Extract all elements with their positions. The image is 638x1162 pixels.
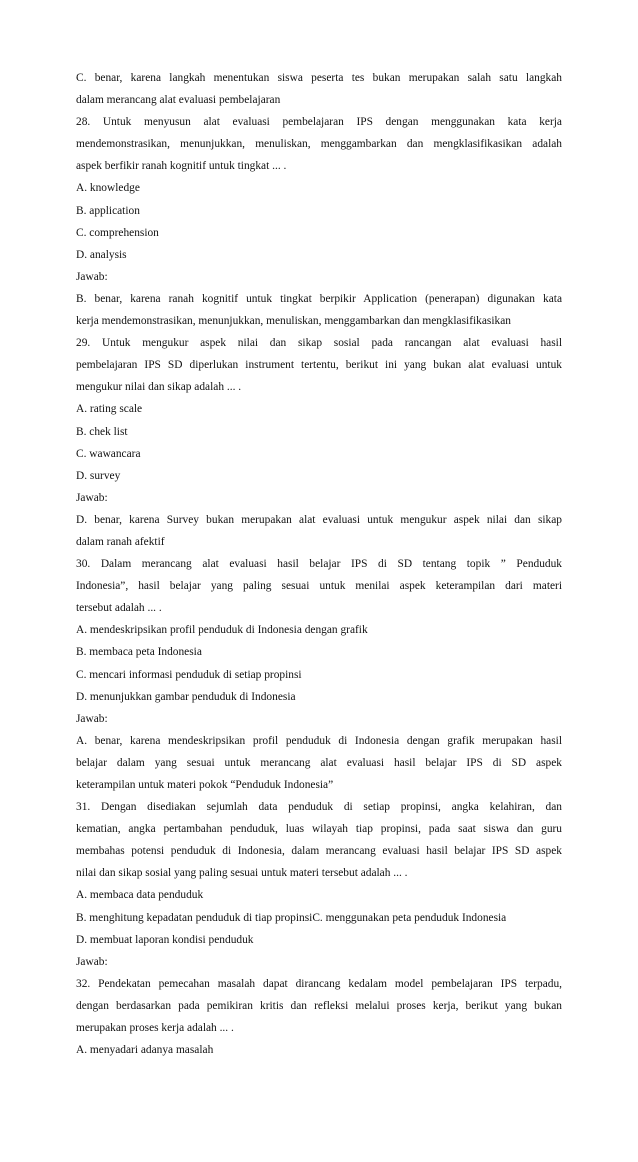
text-line: kematian, angka pertambahan penduduk, luas wilayah tiap propinsi, pada saat siswa dan guru [76,823,562,836]
text-line: A. menyadari adanya masalah [76,1044,214,1057]
text-line: B. membaca peta Indonesia [76,646,202,659]
text-line: A. benar, karena mendeskripsikan profil penduduk di Indonesia dengan grafik merupakan hasil [76,734,562,747]
text-line: mendemonstrasikan, menunjukkan, menuliskan, menggambarkan dan mengklasifikasikan adalah [76,138,562,151]
text-line: pembelajaran IPS SD diperlukan instrument tertentu, berikut ini yang bukan alat evaluasi untuk [76,359,562,372]
text-line: Jawab: [76,270,108,283]
text-line: Indonesia”, hasil belajar yang paling sesuai untuk menilai aspek keterampilan dari materi [76,580,562,593]
text-line: B. menghitung kepadatan penduduk di tiap propinsiC. menggunakan peta penduduk Indonesia [76,911,507,924]
text-line: B. chek list [76,425,128,438]
text-line: keterampilan untuk materi pokok “Penduduk Indonesia” [76,779,334,791]
text-line: C. benar, karena langkah menentukan siswa peserta tes bukan merupakan salah satu langkah [76,72,562,84]
text-line: D. benar, karena Survey bukan merupakan alat evaluasi untuk mengukur aspek nilai dan sikap [76,513,562,526]
text-line: D. membuat laporan kondisi penduduk [76,933,254,946]
text-line: Jawab: [76,955,108,968]
text-line: C. wawancara [76,447,141,460]
text-line: kerja mendemonstrasikan, menunjukkan, menuliskan, menggambarkan dan mengklasifikasikan [76,315,511,328]
text-line: C. comprehension [76,226,159,239]
text-line: B. benar, karena ranah kognitif untuk tingkat berpikir Application (penerapan) digunakan kata [76,292,562,305]
text-line: membahas potensi penduduk di Indonesia, dalam merancang evaluasi hasil belajar IPS SD aspek [76,845,562,858]
text-line: B. application [76,204,140,217]
text-line: D. analysis [76,248,127,261]
text-line: A. mendeskripsikan profil penduduk di Indonesia dengan grafik [76,624,368,637]
text-line: merupakan proses kerja adalah ... . [76,1022,234,1035]
text-line: 32. Pendekatan pemecahan masalah dapat dirancang kedalam model pembelajaran IPS terpadu, [76,977,562,990]
text-line: 29. Untuk mengukur aspek nilai dan sikap sosial pada rancangan alat evaluasi hasil [76,337,562,350]
text-line: dalam ranah afektif [76,535,165,548]
text-line: mengukur nilai dan sikap adalah ... . [76,381,242,394]
text-line: dalam merancang alat evaluasi pembelajaran [76,94,281,107]
text-line: belajar dalam yang sesuai untuk merancang alat evaluasi hasil belajar IPS di SD aspek [76,756,562,769]
text-line: D. survey [76,469,121,482]
text-line: Jawab: [76,712,108,725]
text-line: D. menunjukkan gambar penduduk di Indonesia [76,690,296,703]
text-line: A. knowledge [76,182,140,195]
document-page [76,67,562,1061]
text-line: A. rating scale [76,403,143,416]
text-line: 30. Dalam merancang alat evaluasi hasil belajar IPS di SD tentang topik ” Penduduk [76,558,562,571]
text-line: 31. Dengan disediakan sejumlah data penduduk di setiap propinsi, angka kelahiran, dan [76,801,562,814]
text-line: Jawab: [76,491,108,504]
text-line: dengan berdasarkan pada pemikiran kritis dan refleksi melalui proses kerja, berikut yang bukan [76,999,562,1012]
text-line: nilai dan sikap sosial yang paling sesuai untuk materi tersebut adalah ... . [76,867,408,880]
text-line: C. mencari informasi penduduk di setiap propinsi [76,668,302,681]
text-line: tersebut adalah ... . [76,602,162,615]
text-line: 28. Untuk menyusun alat evaluasi pembelajaran IPS dengan menggunakan kata kerja [76,116,562,129]
text-line: A. membaca data penduduk [76,889,204,902]
text-line: aspek berfikir ranah kognitif untuk tingkat ... . [76,160,287,173]
